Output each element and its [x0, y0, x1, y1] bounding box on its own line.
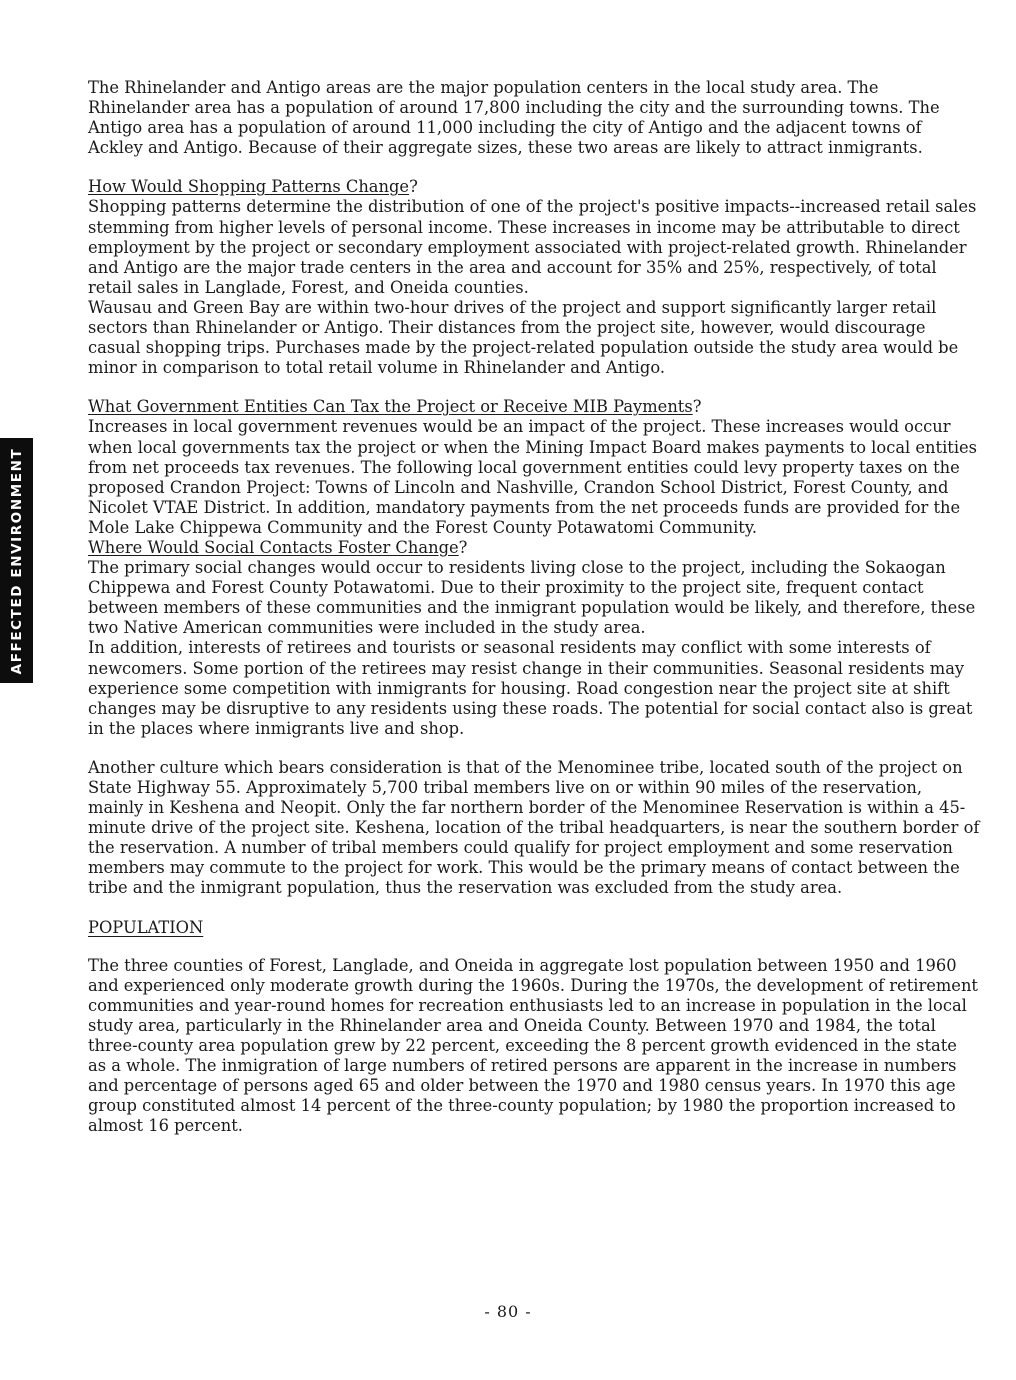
section-shopping [88, 177, 980, 298]
social-paragraph: The primary social changes would occur to residents living close to the project, including the Sokaogan Chippewa and Forest County Potawatomi. Due to their proximity to the project site, frequent contact between members of these communities and the inmigrant population would be likely, and therefore, these two Native American communities were included in the study area. [88, 558, 976, 638]
paragraph-population: The three counties of Forest, Langlade, and Oneida in aggregate lost population between 1950 and 1960 and experienced only moderate growth during the 1960s. During the 1970s, the development of retirement communities and year-round homes for recreation enthusiasts led to an increase in population in the local study area, particularly in the Rhinelander area and Oneida County. Between 1970 and 1984, the total three-county area population grew by 22 percent, exceeding the 8 percent growth evidenced in the state as a whole. The inmigration of large numbers of retired persons are apparent in the increase in numbers and percentage of persons aged 65 and older between the 1970 and 1980 census years. In 1970 this age group constituted almost 14 percent of the three-county population; by 1980 the proportion increased to almost 16 percent. [88, 955, 978, 1136]
social-heading: Where Would Social Contacts Foster Change [88, 537, 459, 557]
government-heading: What Government Entities Can Tax the Project or Receive MIB Payments [88, 397, 693, 417]
page-number: - 80 - [484, 1302, 532, 1321]
shopping-heading-qmark: ? [409, 177, 418, 197]
paragraph-menominee: Another culture which bears consideration is that of the Menominee tribe, located south of the project on State Highway 55. Approximately 5,700 tribal members live on or within 90 miles of the reservation, mainly in Keshena and Neopit. Only the far northern border of the Menominee Reservation is within a 45-minute drive of the project site. Keshena, location of the tribal headquarters, is near the southern border of the reservation. A number of tribal members could qualify for project employment and some reservation members may commute to the project for work. This would be the primary means of contact between the tribe and the inmigrant population, thus the reservation was excluded from the study area. [88, 757, 980, 898]
government-heading-qmark: ? [692, 397, 702, 417]
shopping-paragraph: Shopping patterns determine the distribution of one of the project's positive impacts--increased retail sales stemming from higher levels of personal income. These increases in income may be attributable to direct employment by the project or secondary employment associated with project-related growth. Rhinelander and Antigo are the major trade centers in the area and account for 35% and 25%, respectively, of total retail sales in Langlade, Forest, and Oneida counties. [88, 197, 977, 297]
government-heading-line [88, 397, 701, 416]
section-government [88, 397, 980, 538]
paragraph-wausau: Wausau and Green Bay are within two-hour drives of the project and support significantly larger retail sectors than Rhinelander or Antigo. Their distances from the project site, however, would discourage casual shopping trips. Purchases made by the project-related population outside the study area would be minor in comparison to total retail volume in Rhinelander and Antigo. [88, 297, 959, 378]
social-heading-line [88, 538, 467, 557]
affected-environment-tab [0, 438, 33, 683]
shopping-heading: How Would Shopping Patterns Change [88, 177, 410, 197]
section-social [88, 538, 980, 638]
paragraph-retirees: In addition, interests of retirees and tourists or seasonal residents may conflict with some interests of newcomers. Some portion of the retirees may resist change in their communities. Seasonal residents may experience some competition with inmigrants for housing. Road congestion near the project site at shift changes may be disruptive to any residents using these roads. The potential for social contact also is great in the places where inmigrants live and shop. [88, 638, 973, 738]
population-section-title: POPULATION [88, 917, 204, 937]
government-paragraph: Increases in local government revenues would be an impact of the project. These increases would occur when local governments tax the project or when the Mining Impact Board makes payments to local entities from net proceeds tax revenues. The following local government entities could levy property taxes on the proposed Crandon Project: Towns of Lincoln and Nashville, Crandon School District, Forest County, and Nicolet VTAE District. In addition, mandatory payments from the net proceeds funds are provided for the Mole Lake Chippewa Community and the Forest County Potawatomi Community. [88, 417, 978, 537]
side-tab-label: AFFECTED ENVIRONMENT [8, 447, 25, 674]
social-heading-qmark: ? [458, 537, 468, 557]
shopping-heading-line [88, 177, 418, 196]
document-body [88, 78, 980, 1156]
paragraph-population-centers: The Rhinelander and Antigo areas are the major population centers in the local study area. The Rhinelander area has a population of around 17,800 including the city and the surrounding towns. The Antigo area has a population of around 11,000 including the city of Antigo and the adjacent towns of Ackley and Antigo. Because of their aggregate sizes, these two areas are likely to attract inmigrants. [88, 78, 940, 158]
